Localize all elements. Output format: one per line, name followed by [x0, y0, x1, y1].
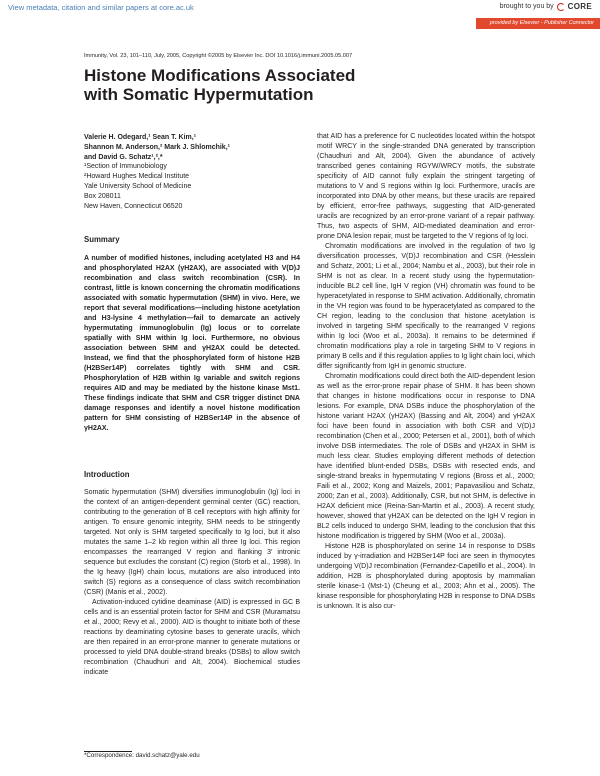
paragraph: that AID has a preference for C nucleotides located within the hotspot motif WRCY in the single-stranded DNA generated by transcription (Chaudhuri and Alt, 2004). Given the abundance of actively transcribed genes containing RGYW/WRCY motifs, the substrate specificity of AID cannot fully explain the stringent targeting of mutations to V and S regions within Ig loci. Furthermore, uracils are incorporated into DNA by other means, but these uracils are repaired by efficient, error-free pathways, suggesting that AID-generated uracils are recognized by an error-prone variant of a repair pathway. Thus, two aspects of SHM, AID-mediated deamination and error-prone DNA lesion repair, must be targeted to the V regions of Ig loci. [317, 133, 535, 240]
view-metadata-link[interactable]: View metadata, citation and similar papers at core.ac.uk [8, 3, 194, 12]
affiliation-line: ²Howard Hughes Medical Institute [84, 173, 190, 181]
brought-to-you-label: brought to you by [499, 3, 554, 10]
affiliation-line: ¹Section of Immunobiology [84, 163, 167, 171]
right-column-body [317, 132, 535, 612]
introduction-heading: Introduction [84, 470, 130, 479]
paragraph: Histone H2B is phosphorylated on serine 14 in response to DSBs induced by γ-irradiation and H2BSer14P foci are seen in thymocytes undergoing V(D)J recombination (Fernandez-Capetillo et al., 2004). In addition, H2B is phosphorylated during apoptosis by mammalian sterile kinase-1 (Mst-1) (Cheung et al., 2003; Ahn et al., 2005). The kinase responsible for phosphorylating H2B in response to DNA DSBs is unknown. It is also cur- [317, 543, 535, 610]
article-title: Histone Modifications Associated with Somatic Hypermutation [84, 66, 356, 104]
paragraph: Chromatin modifications could direct both the AID-dependent lesion as well as the error-prone repair phase of SHM. It has been shown that changes in histone modifications occur in response to DNA lesions. For example, DNA DSBs induce the phosphorylation of the histone variant H2AX (γH2AX) (Bassing and Alt, 2004) and γH2AX foci have been found in association with both CSR and V(D)J recombination (Chen et al., 2000; Petersen et al., 2001), both of which involve DSB intermediates. The role of DSBs and γH2AX in SHM is much less clear. Studies employing different methods of detection have identified blunt-ended DSBs, DSBs with resected ends, and single-strand breaks in hypermutating V regions (Bross et al., 2000; Faili et al., 2002; Kong and Maizels, 2001; Papavasiliou and Schatz, 2000; Zan et al., 2003). Additionally, CSR, but not SHM, is defective in H2AX deficient mice (Reina-San-Martin et al., 2003). A recent study, however, showed that γH2AX can be detected on the IgH V region in BL2 cells induced to undergo SHM, leading to the conclusion that this histone modification is triggered by SHM (Woo et al., 2003a). [317, 373, 535, 540]
journal-line: Immunity, Vol. 23, 101–110, July, 2005, Copyright ©2005 by Elsevier Inc. DOI 10.1016/j.immuni.2005.05.007 [84, 53, 353, 59]
introduction-body [84, 488, 300, 678]
author-names-line2: Shannon M. Anderson,² Mark J. Shlomchik,¹ [84, 143, 230, 151]
core-logo-icon [557, 3, 565, 11]
affiliation-line: Yale University School of Medicine [84, 182, 192, 190]
affiliation-line: Box 208011 [84, 192, 121, 200]
author-block [84, 133, 289, 211]
summary-heading: Summary [84, 235, 120, 244]
core-banner [0, 0, 600, 18]
affiliation-line: New Haven, Connecticut 06520 [84, 202, 183, 210]
paragraph: Chromatin modifications are involved in the regulation of two Ig diversification processes, V(D)J recombination and CSR (Hesslein and Schatz, 2001; Li et al., 2004; Nambu et al., 2003), but their role in SHM is not as clear. In a recent study using the hypermutation-inducible BL2 cell line, IgH V region (VH) chromatin was found to be hyperacetylated in response to SHM activation. Additionally, chromatin in the VH region was found to be hyperacetylated as compared to the CH region, leading to the conclusion that histone acetylation is involved in targeting SHM specifically to the rearranged V regions within Ig loci (Woo et al., 2003a). It remains to be determined if chromatin modifications play a role in targeting SHM to V regions in primary B cells and if this regulation applies to Ig light chain loci, which differ significantly from IgH in genomic structure. [317, 243, 535, 370]
core-brand[interactable] [500, 2, 592, 11]
paragraph: Activation-induced cytidine deaminase (AID) is expressed in GC B cells and is an essential protein factor for SHM and CSR (Muramatsu et al., 2000; Revy et al., 2000). AID is thought to initiate both of these reactions by deaminating cytosine bases to generate uracils, which are then repaired in an error-prone manner to generate mutations or processed to yield DNA double-strand breaks (DSBs) to allow switch recombination (Chaudhuri and Alt, 2004). Biochemical studies indicate [84, 599, 300, 676]
author-names-line1: Valerie H. Odegard,¹ Sean T. Kim,¹ [84, 134, 197, 141]
correspondence-footnote: *Correspondence: david.schatz@yale.edu [84, 752, 200, 759]
author-names-line3: and David G. Schatz¹,²,* [84, 153, 163, 161]
provided-by-badge[interactable]: provided by Elsevier - Publisher Connector [476, 18, 600, 29]
summary-text: A number of modified histones, including acetylated H3 and H4 and phosphorylated H2AX (γH2AX), are associated with V(D)J recombination and class switch recombination (CSR). In contrast, little is known concerning the chromatin modifications associated with somatic hypermutation (SHM) in vivo. Here, we report that several modifications—including histone acetylation and H3-lysine 4 methylation—fail to demarcate an actively hypermutating immunoglobulin (Ig) locus or to correlate spatially with SHM within Ig loci. Furthermore, no obvious association between SHM and γH2AX could be detected. Instead, we find that the phosphorylated form of histone H2B (H2BSer14P) correlates tightly with SHM and CSR. Phosphorylation of H2B within Ig variable and switch regions requires AID and may be mediated by the histone kinase Mst1. These findings indicate that SHM and CSR trigger distinct DNA damage responses and identify a novel histone modification pattern for SHM consisting of H2BSer14P in the absence of γH2AX. [84, 255, 300, 432]
core-logo-text: CORE [567, 2, 592, 11]
paragraph: Somatic hypermutation (SHM) diversifies immunoglobulin (Ig) loci in the context of an antigen-dependent germinal center (GC) reaction, contributing to the generation of B cell receptors with high affinity for antigen. To ensure genomic integrity, SHM needs to be stringently targeted. Not only is SHM targeted specifically to Ig loci, but it also mutates the same 1–2 kb region within all three Ig loci. This region encompasses the rearranged V region and flanking 3′ intronic sequence but excludes the constant (C) region (Storb et al., 1998). In the Ig heavy (IgH) chain locus, mutations are also introduced into switch (S) regions as a consequence of class switch recombination (CSR) (Manis et al., 2002). [84, 489, 300, 596]
